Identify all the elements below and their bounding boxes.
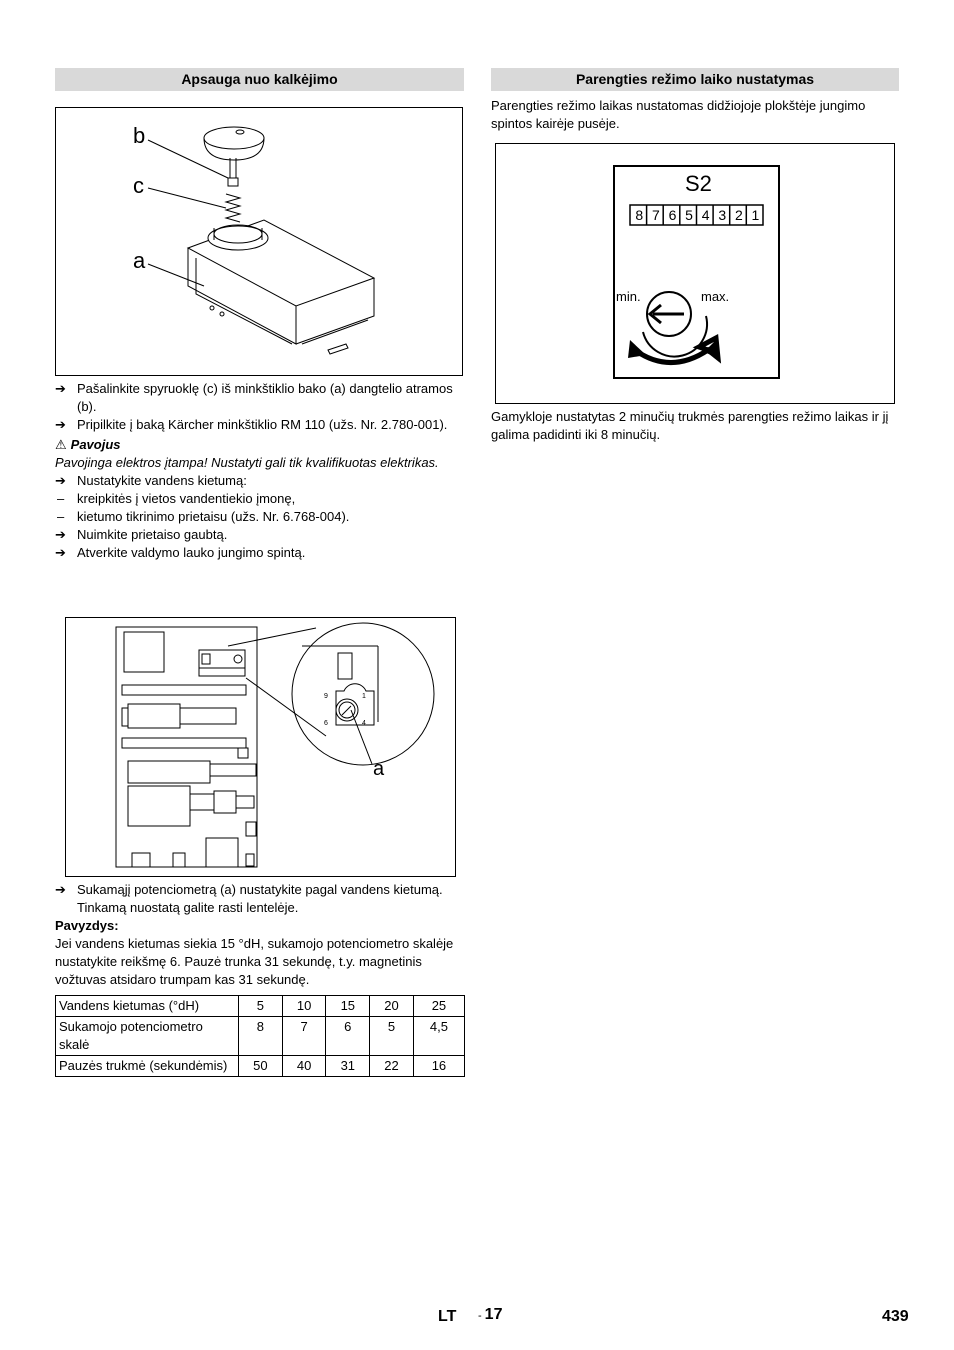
step-open-cabinet: ➔ Atverkite valdymo lauko jungimo spintą.	[55, 545, 306, 560]
digit: 2	[734, 207, 743, 223]
digit: 3	[718, 207, 727, 223]
arrow-icon: ➔	[55, 473, 66, 488]
table-cell-label: Pauzės trukmė (sekundėmis)	[56, 1056, 239, 1077]
dial-label-6: 6	[324, 720, 328, 727]
table-cell: 10	[282, 996, 326, 1017]
arrow-icon: ➔	[55, 381, 66, 396]
arrow-icon: ➔	[55, 545, 66, 560]
label-a: a	[133, 248, 146, 273]
right-column	[491, 68, 899, 444]
switch-title: S2	[685, 171, 712, 196]
section-header-standby: Parengties režimo laiko nustatymas	[491, 68, 899, 91]
label-b: b	[133, 123, 146, 148]
footer-page: 17	[484, 1306, 503, 1323]
example-text: Jei vandens kietumas siekia 15 °dH, sukamojo potenciometro skalėje nustatykite reikšmę 6. Pauzė trunka 31 sekundę, t.y. magnetinis vožtuvas atsidaro trumpam kas 31 sekundę.	[55, 936, 454, 987]
step-set-hardness: ➔ Nustatykite vandens kietumą:	[55, 473, 247, 488]
softener-tank-drawing	[56, 108, 462, 375]
table-cell: 16	[413, 1056, 464, 1077]
digit: 7	[651, 207, 660, 223]
table-cell: 40	[282, 1056, 326, 1077]
step-set-potentiometer: ➔ Sukamąjį potenciometrą (a) nustatykite pagal vandens kietumą. Tinkamą nuostatą galite rasti lentelėje.	[55, 882, 443, 915]
warning-triangle-icon: ⚠	[55, 437, 67, 452]
step-remove-spring: ➔ Pašalinkite spyruoklę (c) iš minkštiklio bako (a) dangtelio atramos (b).	[55, 381, 453, 414]
table-cell-label: Vandens kietumas (°dH)	[56, 996, 239, 1017]
instructions-block-1	[55, 380, 464, 562]
table-cell: 50	[239, 1056, 283, 1077]
dial-label-4: 4	[362, 720, 366, 727]
warning-title: ⚠ Pavojus	[55, 437, 121, 452]
footer-language: LT	[438, 1308, 457, 1325]
step-remove-cover: ➔ Nuimkite prietaiso gaubtą.	[55, 527, 228, 542]
table-row	[56, 996, 465, 1017]
label-c: c	[133, 173, 144, 198]
softener-tank-figure	[55, 107, 463, 376]
max-label: max.	[701, 289, 730, 304]
footer-page-number	[478, 1306, 502, 1325]
control-board-figure	[65, 617, 456, 877]
control-board-drawing	[66, 618, 455, 876]
step-fill-tank: ➔ Pripilkite į baką Kärcher minkštiklio RM 110 (užs. Nr. 2.780-001).	[55, 417, 448, 432]
dial-label-9: 9	[324, 693, 328, 700]
table-cell: 6	[326, 1017, 370, 1056]
table-cell: 15	[326, 996, 370, 1017]
arrow-icon: ➔	[55, 417, 66, 432]
standby-intro: Parengties režimo laikas nustatomas didžiojoje plokštėje jungimo spintos kairėje pusėje.	[491, 98, 866, 131]
dash-item: – kreipkitės į vietos vandentiekio įmonę,	[57, 491, 296, 506]
table-cell: 4,5	[413, 1017, 464, 1056]
instructions-block-2	[55, 881, 464, 1077]
section-header-descaling: Apsauga nuo kalkėjimo	[55, 68, 464, 91]
dash-item: – kietumo tikrinimo prietaisu (užs. Nr. 6.768-004).	[57, 509, 350, 524]
table-row	[56, 1056, 465, 1077]
table-cell: 5	[239, 996, 283, 1017]
table-cell: 5	[370, 1017, 414, 1056]
arrow-icon: ➔	[55, 882, 66, 897]
warning-text: Pavojinga elektros įtampa! Nustatyti gali tik kvalifikuotas elektrikas.	[55, 455, 439, 470]
footer-total-page: 439	[882, 1308, 909, 1325]
dial-label-1: 1	[362, 693, 366, 700]
digit: 4	[701, 207, 710, 223]
s2-switch-figure	[495, 143, 895, 404]
digit: 1	[751, 207, 760, 223]
potentiometer-label-a: a	[373, 758, 385, 780]
digit: 5	[685, 207, 693, 223]
dip-digits	[631, 206, 764, 224]
digit: 6	[668, 207, 677, 223]
hardness-table	[55, 995, 465, 1077]
table-cell: 31	[326, 1056, 370, 1077]
min-label: min.	[616, 289, 641, 304]
arrow-icon: ➔	[55, 527, 66, 542]
table-row	[56, 1017, 465, 1056]
example-title: Pavyzdys:	[55, 918, 119, 933]
standby-note: Gamykloje nustatytas 2 minučių trukmės parengties režimo laikas ir jį galima padidinti iki 8 minučių.	[491, 409, 889, 442]
table-cell: 8	[239, 1017, 283, 1056]
digit: 8	[635, 207, 644, 223]
table-cell: 22	[370, 1056, 414, 1077]
footer-dash: -	[478, 1310, 482, 1322]
left-column	[55, 68, 464, 1073]
table-cell-label: Sukamojo potenciometro skalė	[56, 1017, 239, 1056]
table-cell: 7	[282, 1017, 326, 1056]
table-cell: 25	[413, 996, 464, 1017]
table-cell: 20	[370, 996, 414, 1017]
